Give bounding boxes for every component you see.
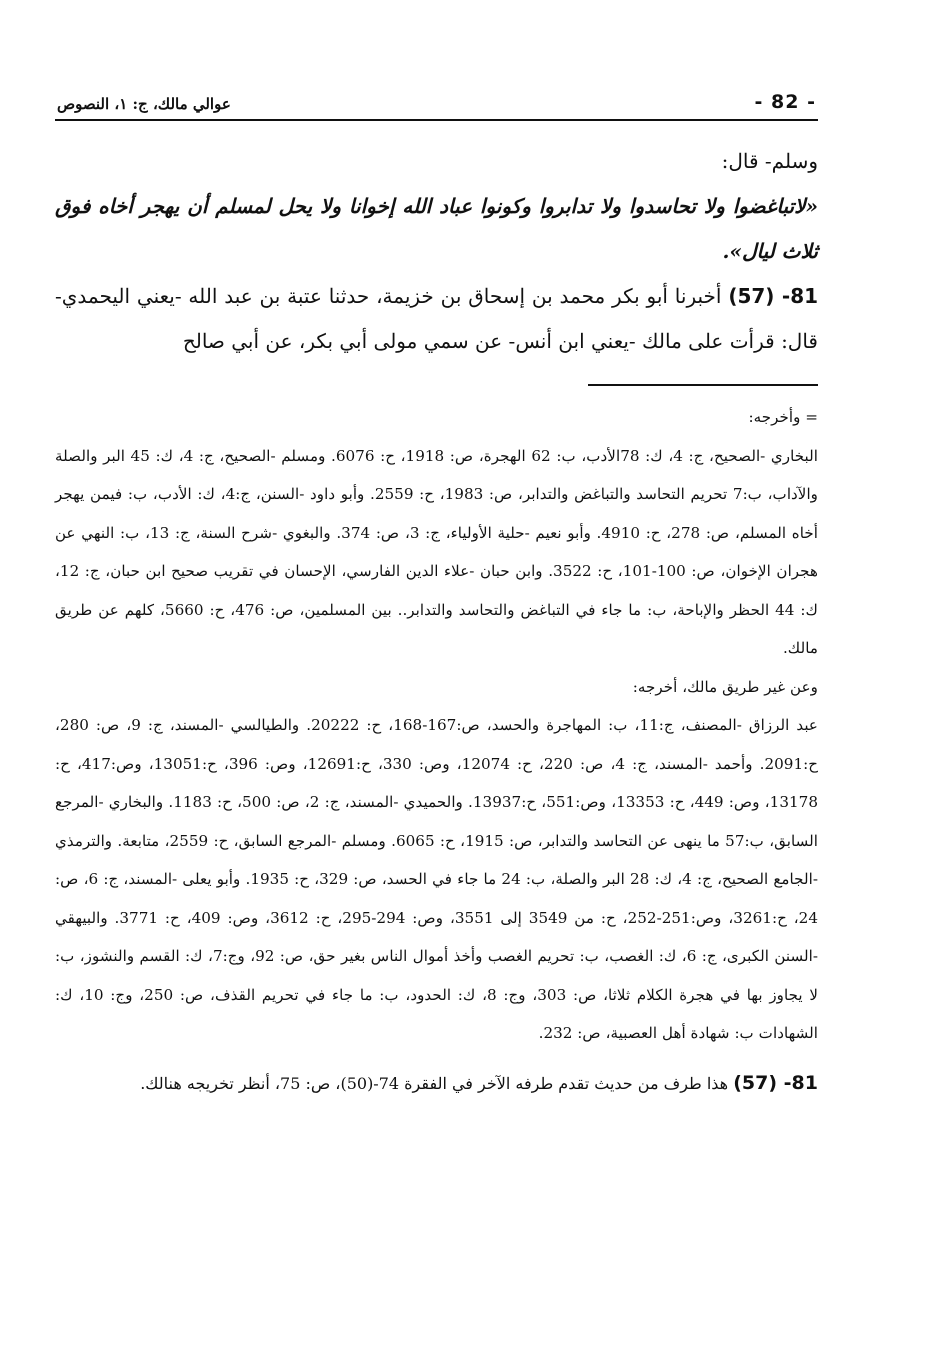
- item-number: 81- (57): [728, 284, 819, 308]
- footnote-divider: [588, 384, 818, 386]
- footnote-note: [55, 1063, 818, 1104]
- main-text: [55, 139, 818, 364]
- isnad-text: أخبرنا أبو بكر محمد بن إسحاق بن خزيمة، حدثنا عتبة بن عبد الله -يعني اليحمدي- قال: قرأت على مالك -يعني ابن أنس- عن سمي مولى أبي بكر، عن أبي صالح: [55, 284, 818, 353]
- page-header: [55, 85, 818, 121]
- footnote-paragraph-other: عبد الرزاق -المصنف، ج:11، ب: المهاجرة والحسد، ص:167-168، ح: 20222. والطيالسي -المسند، ج: 9، ص: 280، ح:2091. وأحمد -المسند، ج: 4، ص: 220، ح: 12074، وص: 330، ح:12691، وص: 396، ح:13051، وص:417، ح: 13178، وص: 449، ح: 13353، وص:551، ح:13937. والحميدي -المسند، ج: 2، ص: 500، ح: 1183. والبخاري -المرجع السابق، ب:57 ما ينهى عن التحاسد والتدابر، ص: 1915، ح: 6065. ومسلم -المرجع السابق، ح: 2559، متابعة. والترمذي -الجامع الصحيح، ج: 4، ك: 28 البر والصلة، ب: 24 ما جاء في الحسد، ص: 329، ح: 1935. وأبو يعلى -المسند، ج: 6، ص: 24، ح:3261، وص:251-252، ح: من 3549 إلى 3551، وص: 294-295، ح: 3612، وص: 409، ح: 3771. والبيهقي -السنن الكبرى، ج: 6، ك: الغصب، ب: تحريم الغصب وأخذ أموال الناس بغير حق، ص: 92، وج:7، ك: القسم والنشوز، ب: لا يجاوز بها في هجرة الكلام ثلاثا، ص: 303، وج: 8، ك: الحدود، ب: ما جاء في تحريم القذف، ص: 250، وج: 10، ك: الشهادات ب: شهادة أهل العصبية، ص: 232.: [55, 716, 819, 1042]
- footnote-paragraph-malik: البخاري -الصحيح، ج: 4، ك: 78الأدب، ب: 62 الهجرة، ص: 1918، ح: 6076. ومسلم -الصحيح، ج: 4، ك: 45 البر والصلة والآداب، ب:7 تحريم التحاسد والتباغض والتدابر، ص: 1983، ح: 2559. وأبو داود -السنن، ج:4، ك: الأدب، ب: فيمن يهجر أخاه المسلم، ص: 278، ح: 4910. وأبو نعيم -حلية الأولياء، ج: 3، ص: 374. والبغوي -شرح السنة، ج: 13، ب: النهي عن هجران الإخوان، ص: 100-101، ح: 3522. وابن حبان -علاء الدين الفارسي، الإحسان في تقريب صحيح ابن حبان، ج: 12، ك: 44 الحظر والإباحة، ب: ما جاء في التباغض والتحاسد والتدابر.. بين المسلمين، ص: 476، ح: 5660، كلهم عن طريق مالك.: [55, 446, 819, 657]
- footnote-heading: = وأخرجه:: [748, 408, 818, 426]
- footnotes: [55, 398, 818, 1104]
- intro-line: وسلم- قال:: [721, 149, 818, 173]
- isnad-paragraph: [55, 274, 818, 364]
- book-page: [55, 85, 818, 1104]
- page-number: - 82 -: [754, 91, 816, 113]
- note-number: 81- (57): [733, 1071, 818, 1094]
- running-head: عوالي مالك، ج: ١، النصوص: [57, 95, 231, 113]
- hadith-text: «لاتباغضوا ولا تحاسدوا ولا تدابروا وكونوا عباد الله إخوانا ولا يحل لمسلم أن يهجر أخاه فوق ثلاث ليال».: [55, 194, 818, 263]
- footnote-subheading: وعن غير طريق مالك، أخرجه:: [632, 677, 818, 696]
- note-text: هذا طرف من حديث تقدم طرفه الآخر في الفقرة 74-(50)، ص: 75، أنظر تخريجه هنالك.: [140, 1073, 729, 1093]
